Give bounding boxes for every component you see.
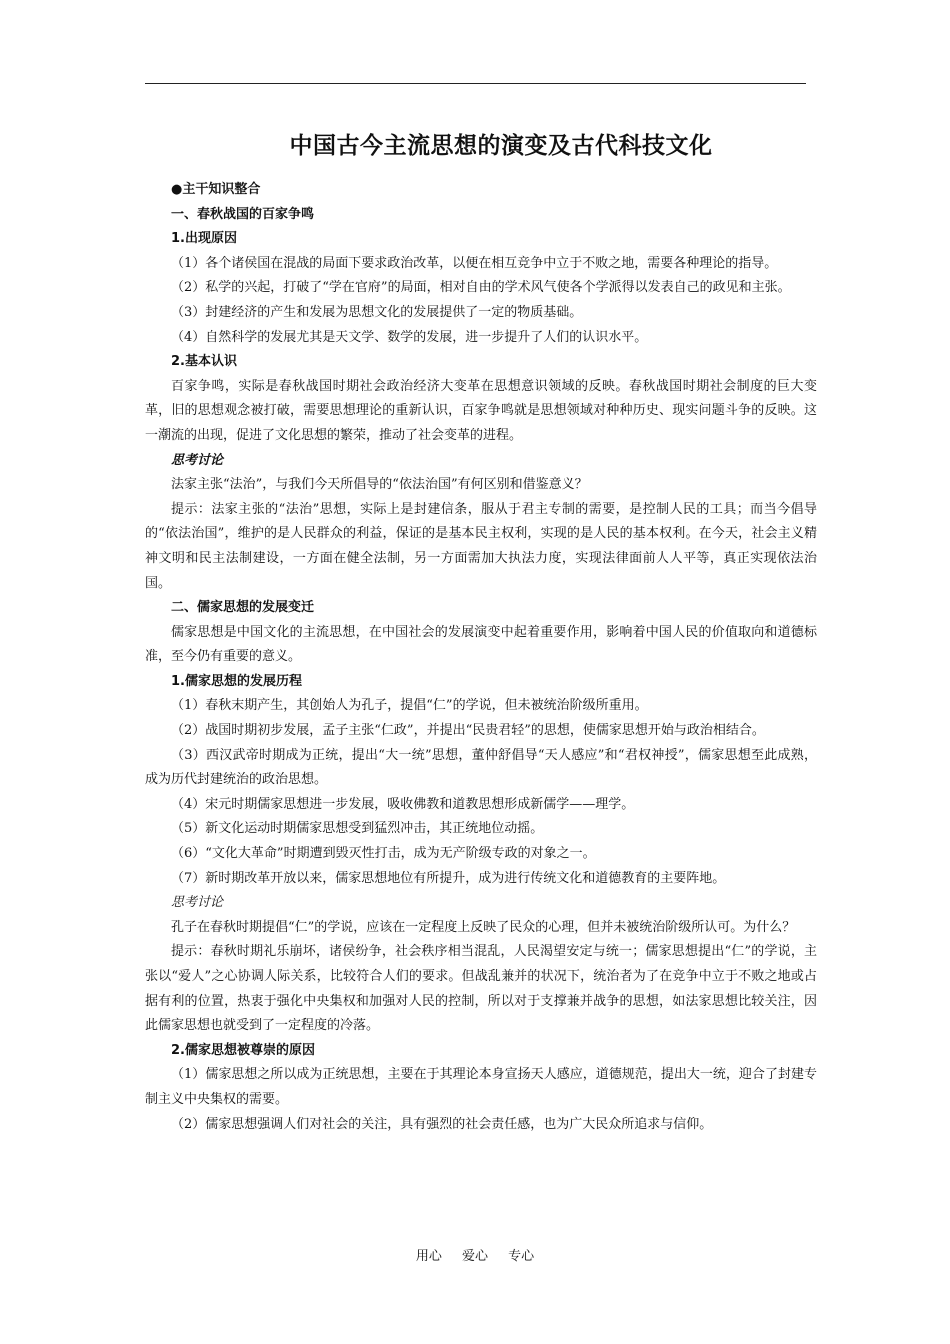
paragraph: （7）新时期改革开放以来，儒家思想地位有所提升，成为进行传统文化和道德教育的主要阵地。 (171, 870, 726, 886)
subsection-heading: 2.儒家思想被尊崇的原因 (171, 1042, 315, 1058)
subsection-heading: 1.儒家思想的发展历程 (171, 673, 302, 689)
paragraph: （3）西汉武帝时期成为正统，提出“大一统”思想，董仲舒倡导“天人感应”和“君权神授”，儒家思想至此成熟，成为历代封建统治的政治思想。 (145, 747, 817, 788)
paragraph: 提示：春秋时期礼乐崩坏，诸侯纷争，社会秩序相当混乱，人民渴望安定与统一；儒家思想提出“仁”的学说，主张以“爱人”之心协调人际关系，比较符合人们的要求。但战乱兼并的状况下，统治者为了在竞争中立于不败之地或占据有利的位置，热衷于强化中央集权和加强对人民的控制，所以对于支撑兼并战争的思想，如法家思想比较关注，因此儒家思想也就受到了一定程度的冷落。 (145, 944, 817, 1034)
paragraph: （1）儒家思想之所以成为正统思想，主要在于其理论本身宣扬天人感应，道德规范，提出大一统，迎合了封建专制主义中央集权的需要。 (145, 1067, 817, 1107)
paragraph: （4）自然科学的发展尤其是天文学、数学的发展，进一步提升了人们的认识水平。 (171, 329, 648, 345)
paragraph: （2）儒家思想强调人们对社会的关注，具有强烈的社会责任感，也为广大民众所追求与信仰。 (171, 1116, 713, 1132)
subsection-heading: 2.基本认识 (171, 354, 237, 370)
paragraph: （4）宋元时期儒家思想进一步发展，吸收佛教和道教思想形成新儒学——理学。 (171, 796, 635, 812)
document-title: 中国古今主流思想的演变及古代科技文化 (289, 133, 713, 159)
subsection-heading: 1.出现原因 (171, 231, 237, 247)
paragraph: 儒家思想是中国文化的主流思想，在中国社会的发展演变中起着重要作用，影响着中国人民的价值取向和道德标准，至今仍有重要的意义。 (145, 624, 817, 665)
paragraph: （6）“文化大革命”时期遭到毁灭性打击，成为无产阶级专政的对象之一。 (171, 846, 596, 862)
section-heading: 一、春秋战国的百家争鸣 (171, 206, 315, 222)
paragraph: （3）封建经济的产生和发展为思想文化的发展提供了一定的物质基础。 (171, 304, 583, 320)
paragraph: （1）春秋末期产生，其创始人为孔子，提倡“仁”的学说，但未被统治阶级所重用。 (171, 698, 648, 714)
section-heading: 二、儒家思想的发展变迁 (171, 600, 315, 616)
header-rule (145, 83, 806, 84)
paragraph: 法家主张“法治”，与我们今天所倡导的“依法治国”有何区别和借鉴意义？ (171, 477, 588, 493)
footer-text: 爱心 (461, 1249, 488, 1264)
paragraph: （5）新文化运动时期儒家思想受到猛烈冲击，其正统地位动摇。 (171, 821, 544, 837)
discussion-heading: 思考讨论 (171, 452, 224, 468)
footer-text: 专心 (508, 1249, 535, 1264)
paragraph: （2）战国时期初步发展，孟子主张“仁政”，并提出“民贵君轻”的思想，使儒家思想开始与政治相结合。 (171, 723, 765, 739)
paragraph: 孔子在春秋时期提倡“仁”的学说，应该在一定程度上反映了民众的心理，但并未被统治阶级所认可。为什么？ (171, 919, 796, 935)
paragraph: 提示：法家主张的“法治”思想，实际上是封建信条，服从于君主专制的需要，是控制人民的工具；而当今倡导的“依法治国”，维护的是人民群众的利益，保证的是基本民主权利，实现的是人民的基本权利。在今天，社会主义精神文明和民主法制建设，一方面在健全法制，另一方面需加大执法力度，实现法律面前人人平等，真正实现依法治国。 (145, 501, 817, 591)
discussion-heading: 思考讨论 (171, 895, 224, 911)
paragraph: （2）私学的兴起，打破了“学在官府”的局面，相对自由的学术风气使各个学派得以发表自己的政见和主张。 (171, 280, 791, 296)
page-footer (0, 1247, 950, 1267)
paragraph: 百家争鸣，实际是春秋战国时期社会政治经济大变革在思想意识领域的反映。春秋战国时期社会制度的巨大变革，旧的思想观念被打破，需要思想理论的重新认识，百家争鸣就是思想领域对种种历史、现实问题斗争的反映。这一潮流的出现，促进了文化思想的繁荣，推动了社会变革的进程。 (145, 378, 817, 443)
section-marker: ●主干知识整合 (171, 182, 261, 197)
document-body (145, 128, 817, 1137)
paragraph: （1）各个诸侯国在混战的局面下要求政治改革，以便在相互竞争中立于不败之地，需要各种理论的指导。 (171, 255, 778, 271)
footer-text: 用心 (415, 1249, 442, 1264)
